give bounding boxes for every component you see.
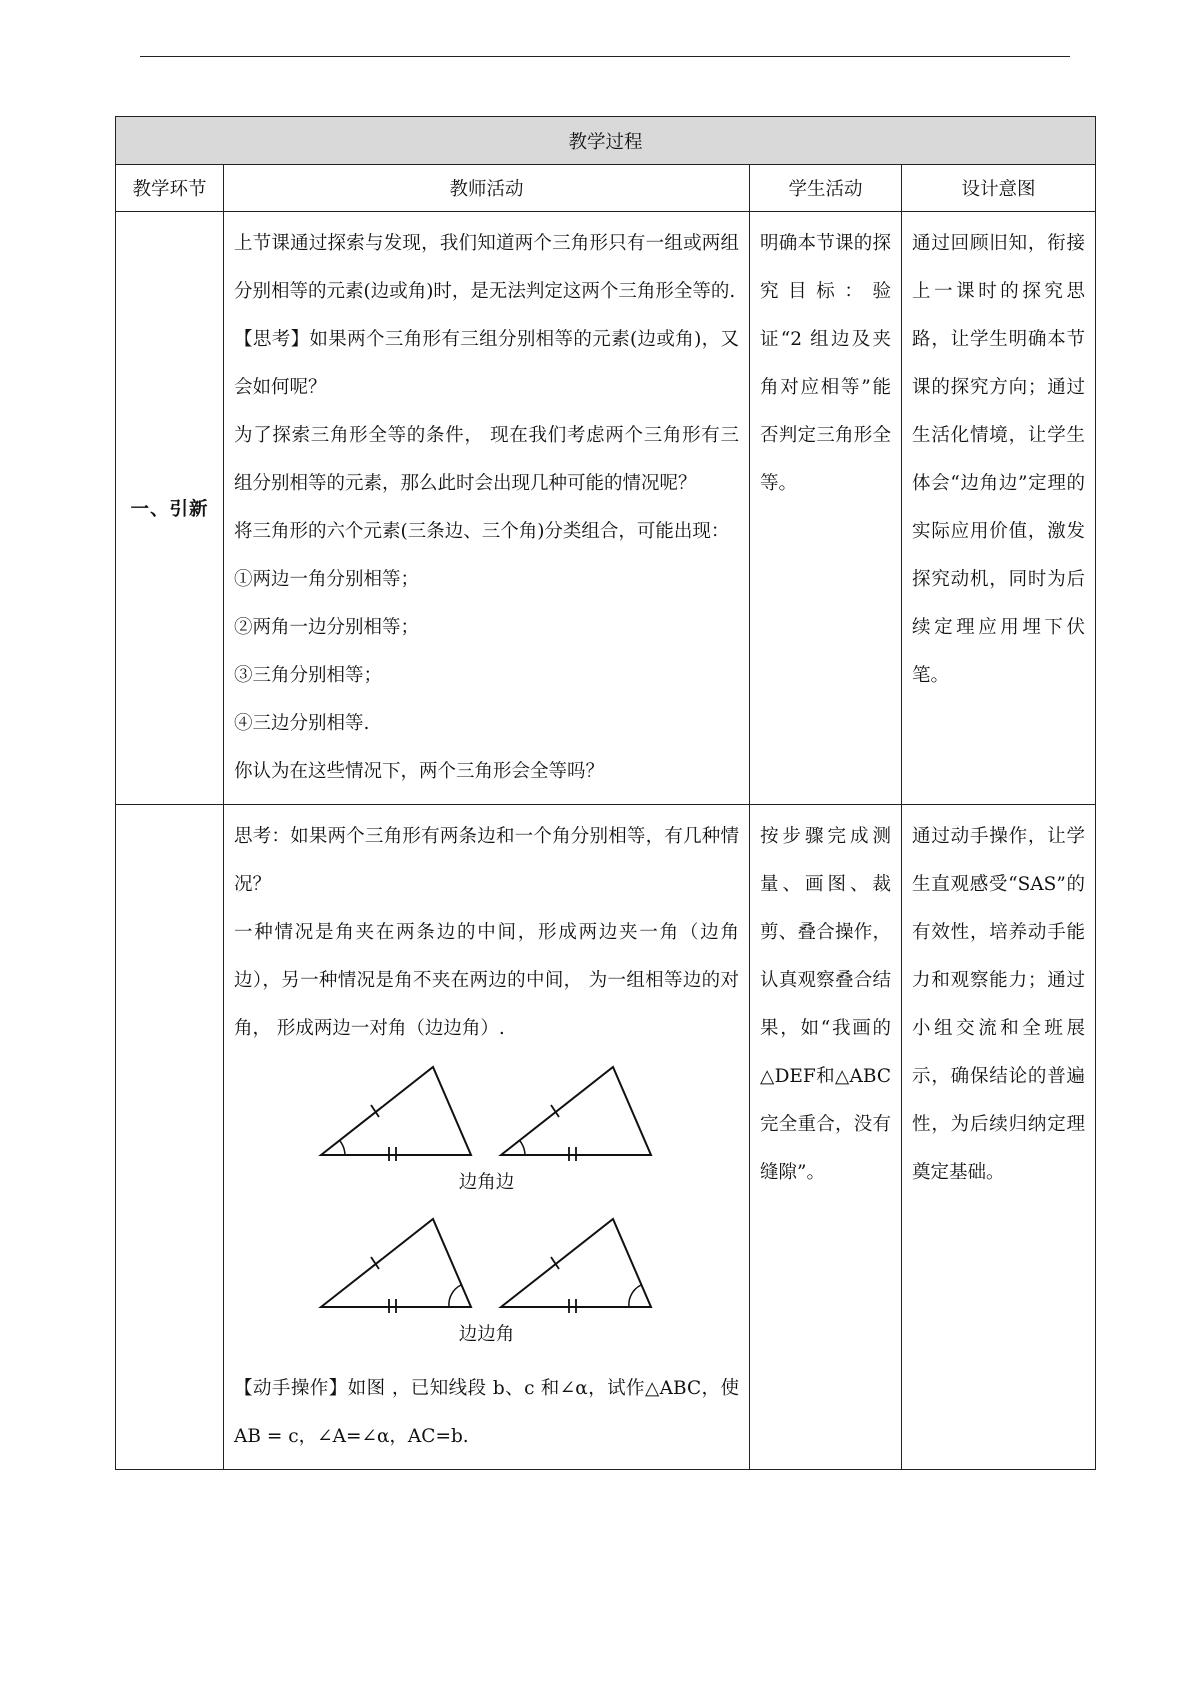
teacher-paragraph: 你认为在这些情况下，两个三角形会全等吗？ <box>234 761 605 782</box>
design-intent-cell <box>902 805 1096 1470</box>
figure-caption: 边边角 <box>458 1324 515 1345</box>
design-intent-cell <box>902 212 1096 805</box>
header-rule <box>140 56 1070 57</box>
table-row <box>116 212 1096 805</box>
stage-label: 一、引新 <box>116 212 224 805</box>
header-stage: 教学环节 <box>116 165 224 212</box>
teacher-paragraph: 【思考】如果两个三角形有三组分别相等的元素(边或角)，又会如何呢？ <box>234 329 739 398</box>
student-activity-cell <box>750 212 902 805</box>
teacher-paragraph: ②两角一边分别相等； <box>234 617 420 638</box>
teacher-paragraph: 为了探索三角形全等的条件， 现在我们考虑两个三角形有三组分别相等的元素，那么此时会出现几种可能的情况呢？ <box>234 425 739 494</box>
triangle-sas-left <box>317 1061 477 1161</box>
teacher-paragraph: 【动手操作】如图 ，已知线段 b、c 和∠α，试作△ABC，使 AB = c，∠A=∠α，AC=b. <box>234 1378 739 1447</box>
stage-label <box>116 805 224 1470</box>
header-design-intent: 设计意图 <box>902 165 1096 212</box>
teacher-paragraph: ①两边一角分别相等； <box>234 569 420 590</box>
figure-caption: 边角边 <box>458 1172 515 1193</box>
teacher-paragraph: ④三边分别相等. <box>234 713 370 734</box>
teacher-activity-cell <box>224 805 750 1470</box>
header-student-activity: 学生活动 <box>750 165 902 212</box>
triangle-sas-right <box>497 1061 657 1161</box>
teacher-paragraph: 思考：如果两个三角形有两条边和一个角分别相等，有几种情况？ <box>234 826 739 895</box>
header-teacher-activity: 教师活动 <box>224 165 750 212</box>
teaching-process-table <box>115 116 1096 1470</box>
triangle-ssa-right <box>497 1213 657 1313</box>
student-activity-cell <box>750 805 902 1470</box>
table-row <box>116 805 1096 1470</box>
teacher-activity-cell <box>224 212 750 805</box>
student-activity-text: 按步骤完成测量、画图、裁剪、叠合操作，认真观察叠合结果，如“我画的△DEF和△ABC 完全重合，没有缝隙”。 <box>760 826 891 1183</box>
design-intent-text: 通过动手操作，让学生直观感受“SAS”的有效性，培养动手能力和观察能力；通过小组交流和全班展示，确保结论的普遍性，为后续归纳定理奠定基础。 <box>912 826 1086 1183</box>
triangle-ssa-left <box>317 1213 477 1313</box>
student-activity-text: 明确本节课的探究目标：验证“2 组边及夹角对应相等”能否判定三角形全等。 <box>760 233 891 494</box>
design-intent-text: 通过回顾旧知，衔接上一课时的探究思路，让学生明确本节课的探究方向；通过生活化情境，让学生体会“边角边”定理的实际应用价值，激发探究动机，同时为后续定理应用埋下伏笔。 <box>912 233 1086 686</box>
figure-ssa <box>224 1213 749 1313</box>
teacher-paragraph: 一种情况是角夹在两条边的中间，形成两边夹一角（边角边），另一种情况是角不夹在两边的中间， 为一组相等边的对角， 形成两边一对角（边边角）. <box>234 922 739 1039</box>
teacher-paragraph: ③三角分别相等； <box>234 665 383 686</box>
teacher-paragraph: 将三角形的六个元素(三条边、三个角)分类组合，可能出现： <box>234 521 730 542</box>
teacher-paragraph: 上节课通过探索与发现，我们知道两个三角形只有一组或两组分别相等的元素(边或角)时，是无法判定这两个三角形全等的. <box>234 233 739 302</box>
table-title: 教学过程 <box>116 117 1096 165</box>
figure-sas <box>224 1061 749 1161</box>
